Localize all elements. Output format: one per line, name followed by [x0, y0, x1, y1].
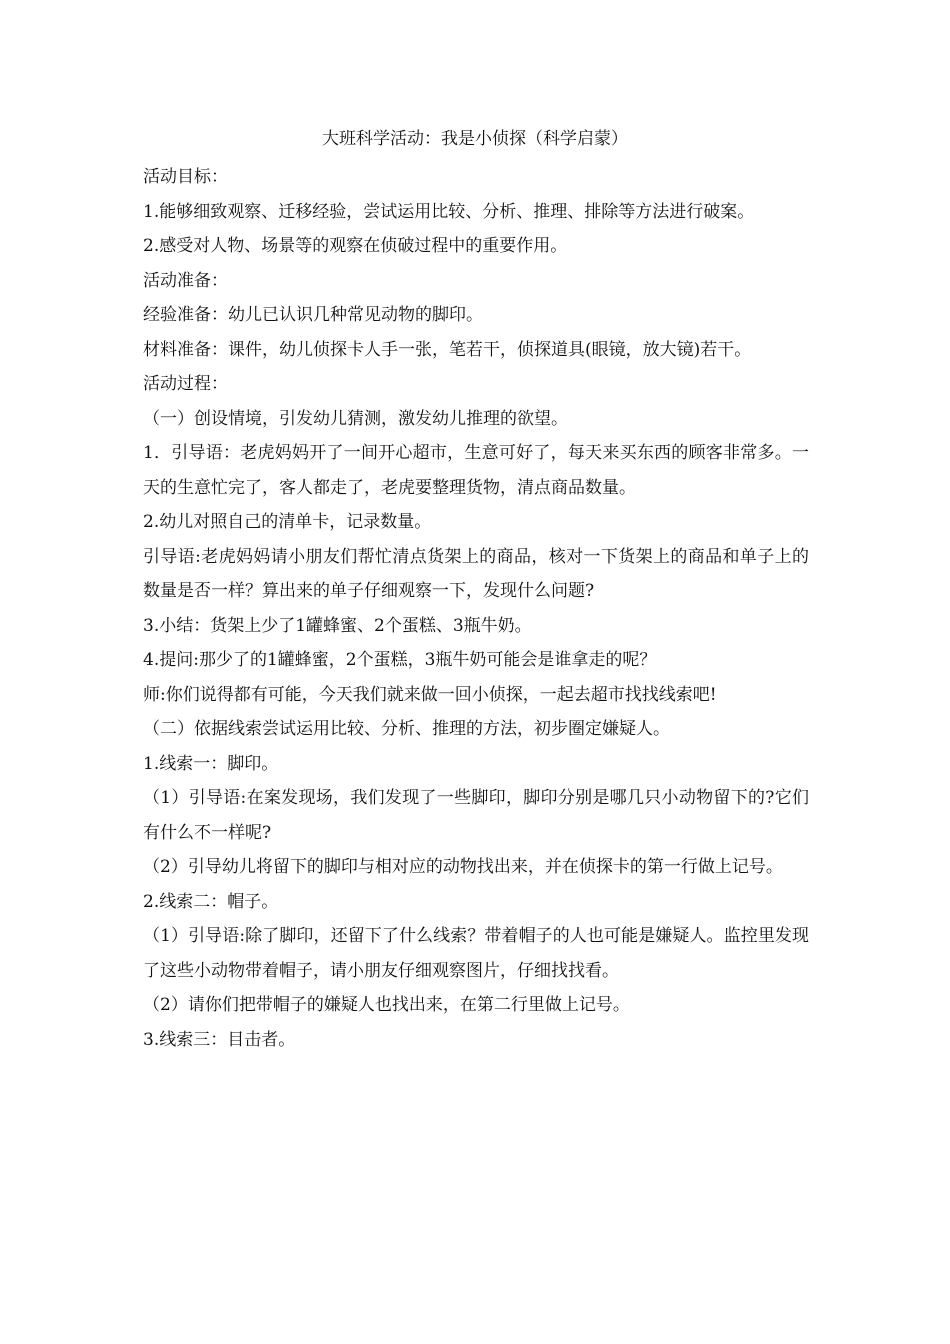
section-heading-preparation: 活动准备：: [143, 270, 228, 291]
paragraph: 3.小结：货架上少了1罐蜂蜜、2个蛋糕、3瓶牛奶。: [143, 615, 532, 636]
document-title: 大班科学活动：我是小侦探（科学启蒙）: [322, 129, 628, 149]
paragraph: 经验准备：幼儿已认识几种常见动物的脚印。: [143, 305, 483, 325]
paragraph: （1）引导语:在案发现场，我们发现了一些脚印，脚印分别是哪几只小动物留下的?它们有什么不一样呢?: [143, 788, 809, 843]
section-heading-goals: 活动目标：: [143, 167, 228, 187]
paragraph: 材料准备：课件，幼儿侦探卡人手一张，笔若干，侦探道具(眼镜，放大镜)若干。: [143, 339, 752, 360]
paragraph: 1.线索一：脚印。: [143, 753, 279, 774]
paragraph: 1．引导语：老虎妈妈开了一间开心超市，生意可好了，每天来买东西的顾客非常多。一天的生意忙完了，客人都走了，老虎要整理货物，清点商品数量。: [143, 443, 809, 498]
section-heading-process: 活动过程：: [143, 374, 228, 394]
paragraph: （1）引导语:除了脚印，还留下了什么线索？带着帽子的人也可能是嫌疑人。监控里发现了这些小动物带着帽子，请小朋友仔细观察图片，仔细找找看。: [143, 926, 809, 981]
paragraph: 引导语:老虎妈妈请小朋友们帮忙清点货架上的商品，核对一下货架上的商品和单子上的数量是否一样？算出来的单子仔细观察一下，发现什么问题?: [143, 546, 809, 601]
document-body: [143, 160, 809, 1057]
paragraph: 3.线索三：目击者。: [143, 1029, 296, 1050]
paragraph: 1.能够细致观察、迁移经验，尝试运用比较、分析、推理、排除等方法进行破案。: [143, 201, 755, 222]
paragraph: （二）依据线索尝试运用比较、分析、推理的方法，初步圈定嫌疑人。: [143, 719, 670, 739]
paragraph: 2.感受对人物、场景等的观察在侦破过程中的重要作用。: [143, 236, 568, 256]
paragraph: （一）创设情境，引发幼儿猜测，激发幼儿推理的欲望。: [143, 408, 568, 429]
paragraph: 师:你们说得都有可能，今天我们就来做一回小侦探，一起去超市找找线索吧!: [143, 684, 717, 705]
paragraph: （2）请你们把带帽子的嫌疑人也找出来，在第二行里做上记号。: [143, 995, 630, 1015]
paragraph: 2.幼儿对照自己的清单卡，记录数量。: [143, 512, 432, 532]
paragraph: （2）引导幼儿将留下的脚印与相对应的动物找出来，并在侦探卡的第一行做上记号。: [143, 857, 783, 877]
paragraph: 2.线索二：帽子。: [143, 891, 279, 912]
paragraph: 4.提问:那少了的1罐蜂蜜，2个蛋糕，3瓶牛奶可能会是谁拿走的呢？: [143, 650, 657, 670]
